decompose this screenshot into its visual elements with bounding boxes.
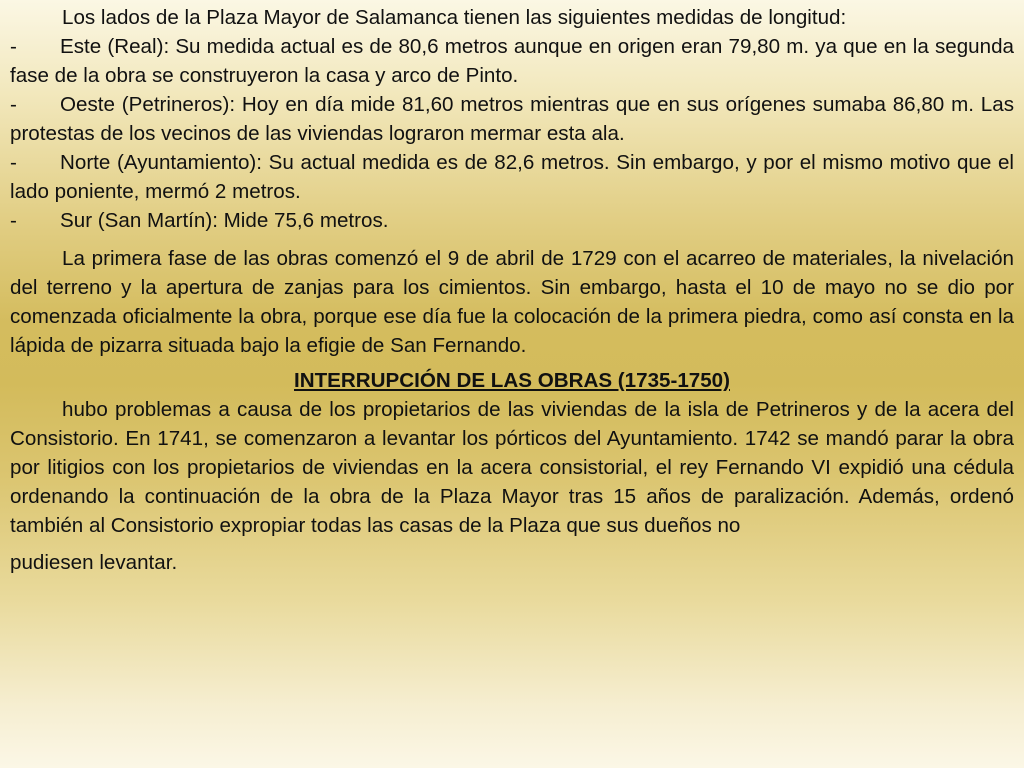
list-item-text: Oeste (Petrineros): Hoy en día mide 81,60 metros mientras que en sus orígenes sumaba 86,80 m. Las protestas de los vecinos de las viviendas lograron mermar esta ala. bbox=[10, 93, 1014, 145]
list-item-text: Sur (San Martín): Mide 75,6 metros. bbox=[60, 209, 389, 232]
interruption-paragraph: hubo problemas a causa de los propietarios de las viviendas de la isla de Petrineros y de la acera del Consistorio. En 1741, se comenzaron a levantar los pórticos del Ayuntamiento. 1742 se mandó parar la obra por litigios con los propietarios de viviendas en la acera consistorial, el rey Fernando VI expidió una cédula ordenando la continuación de la obra de la Plaza Mayor tras 15 años de paralización. Además, ordenó también al Consistorio expropiar todas las casas de la Plaza que sus dueños no bbox=[10, 398, 1014, 537]
section-heading: INTERRUPCIÓN DE LAS OBRAS (1735-1750) bbox=[294, 369, 730, 392]
list-item bbox=[10, 206, 1014, 235]
list-item bbox=[10, 148, 1014, 206]
list-marker: - bbox=[10, 35, 17, 58]
list-item bbox=[10, 32, 1014, 90]
intro-paragraph: Los lados de la Plaza Mayor de Salamanca tienen las siguientes medidas de longitud: bbox=[62, 6, 847, 29]
list-marker: - bbox=[10, 209, 17, 232]
list-item bbox=[10, 90, 1014, 148]
interruption-paragraph-end: pudiesen levantar. bbox=[10, 551, 178, 574]
measurements-list bbox=[10, 32, 1014, 235]
list-marker: - bbox=[10, 151, 17, 174]
spacer bbox=[10, 235, 1014, 244]
first-phase-paragraph: La primera fase de las obras comenzó el 9 de abril de 1729 con el acarreo de materiales, la nivelación del terreno y la apertura de zanjas para los cimientos. Sin embargo, hasta el 10 de mayo no se dio por comenzada oficialmente la obra, porque ese día fue la colocación de la primera piedra, como así consta en la lápida de pizarra situada bajo la efigie de San Fernando. bbox=[10, 247, 1014, 357]
list-item-text: Norte (Ayuntamiento): Su actual medida es de 82,6 metros. Sin embargo, y por el mismo motivo que el lado poniente, mermó 2 metros. bbox=[10, 151, 1014, 203]
list-item-text: Este (Real): Su medida actual es de 80,6 metros aunque en origen eran 79,80 m. ya que en la segunda fase de la obra se construyeron la casa y arco de Pinto. bbox=[10, 35, 1014, 87]
list-marker: - bbox=[10, 93, 17, 116]
slide-content bbox=[10, 3, 1014, 577]
